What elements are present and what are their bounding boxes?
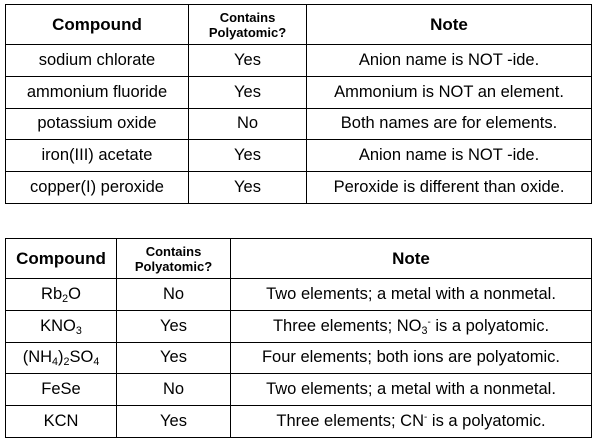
note-cell: Four elements; both ions are polyatomic. (231, 342, 592, 374)
formula-part: O (68, 284, 81, 303)
table-row (6, 172, 592, 204)
formula-part: SO (69, 348, 94, 367)
formula-subscript: 4 (93, 356, 100, 369)
note-subscript: 3 (421, 324, 428, 337)
contains-cell: Yes (189, 76, 307, 108)
contains-polyatomic-header (189, 5, 307, 45)
contains-cell: Yes (189, 140, 307, 172)
contains-cell: No (189, 108, 307, 140)
compound-cell: potassium oxide (6, 108, 189, 140)
note-part: is a polyatomic. (427, 412, 546, 431)
compound-cell: sodium chlorate (6, 45, 189, 77)
compound-formulas-table (5, 238, 592, 438)
contains-cell: Yes (117, 342, 231, 374)
note-cell: Anion name is NOT -ide. (307, 140, 592, 172)
formula-part: KNO (40, 316, 76, 335)
note-cell (231, 406, 592, 438)
contains-cell: Yes (189, 45, 307, 77)
formula-part: (NH (22, 348, 53, 367)
table-row (6, 45, 592, 77)
contains-cell: Yes (117, 310, 231, 342)
contains-header-line1: Contains (219, 9, 276, 25)
contains-polyatomic-header (117, 239, 231, 279)
table-header-row (6, 5, 592, 45)
contains-cell: Yes (117, 406, 231, 438)
note-header: Note (231, 239, 592, 279)
note-cell: Both names are for elements. (307, 108, 592, 140)
compound-cell: iron(III) acetate (6, 140, 189, 172)
table-header-row (6, 239, 592, 279)
table-row (6, 140, 592, 172)
note-cell: Two elements; a metal with a nonmetal. (231, 374, 592, 406)
contains-header-line1: Contains (145, 243, 202, 259)
compound-cell: ammonium fluoride (6, 76, 189, 108)
note-part: Three elements; NO (272, 316, 422, 335)
table-row (6, 108, 592, 140)
note-cell: Ammonium is NOT an element. (307, 76, 592, 108)
formula-subscript: 2 (63, 356, 70, 369)
compound-formula-cell: FeSe (6, 374, 117, 406)
contains-cell: Yes (189, 172, 307, 204)
compound-formula-cell: KCN (6, 406, 117, 438)
table-row (6, 406, 592, 438)
table-row (6, 342, 592, 374)
note-cell: Peroxide is different than oxide. (307, 172, 592, 204)
table-row (6, 374, 592, 406)
contains-header-line2: Polyatomic? (134, 258, 213, 274)
compound-formula-cell (6, 342, 117, 374)
compound-formula-cell (6, 310, 117, 342)
contains-cell: No (117, 374, 231, 406)
note-superscript: - (424, 412, 428, 424)
formula-part: Rb (41, 284, 63, 303)
note-cell: Anion name is NOT -ide. (307, 45, 592, 77)
compound-names-table (5, 4, 592, 204)
compound-header: Compound (6, 5, 189, 45)
note-part: is a polyatomic. (430, 316, 550, 335)
compound-formula-cell (6, 279, 117, 311)
compound-cell: copper(I) peroxide (6, 172, 189, 204)
note-cell (231, 310, 592, 342)
table-row (6, 310, 592, 342)
contains-cell: No (117, 279, 231, 311)
formula-subscript: 3 (75, 324, 82, 337)
table-row (6, 76, 592, 108)
note-header: Note (307, 5, 592, 45)
note-superscript: - (427, 316, 431, 328)
formula-part: ) (58, 348, 64, 367)
note-part: Three elements; CN (276, 412, 425, 431)
table-row (6, 279, 592, 311)
contains-header-line2: Polyatomic? (208, 24, 287, 40)
formula-subscript: 4 (52, 356, 58, 369)
compound-header: Compound (6, 239, 117, 279)
note-cell: Two elements; a metal with a nonmetal. (231, 279, 592, 311)
formula-subscript: 2 (62, 293, 69, 306)
